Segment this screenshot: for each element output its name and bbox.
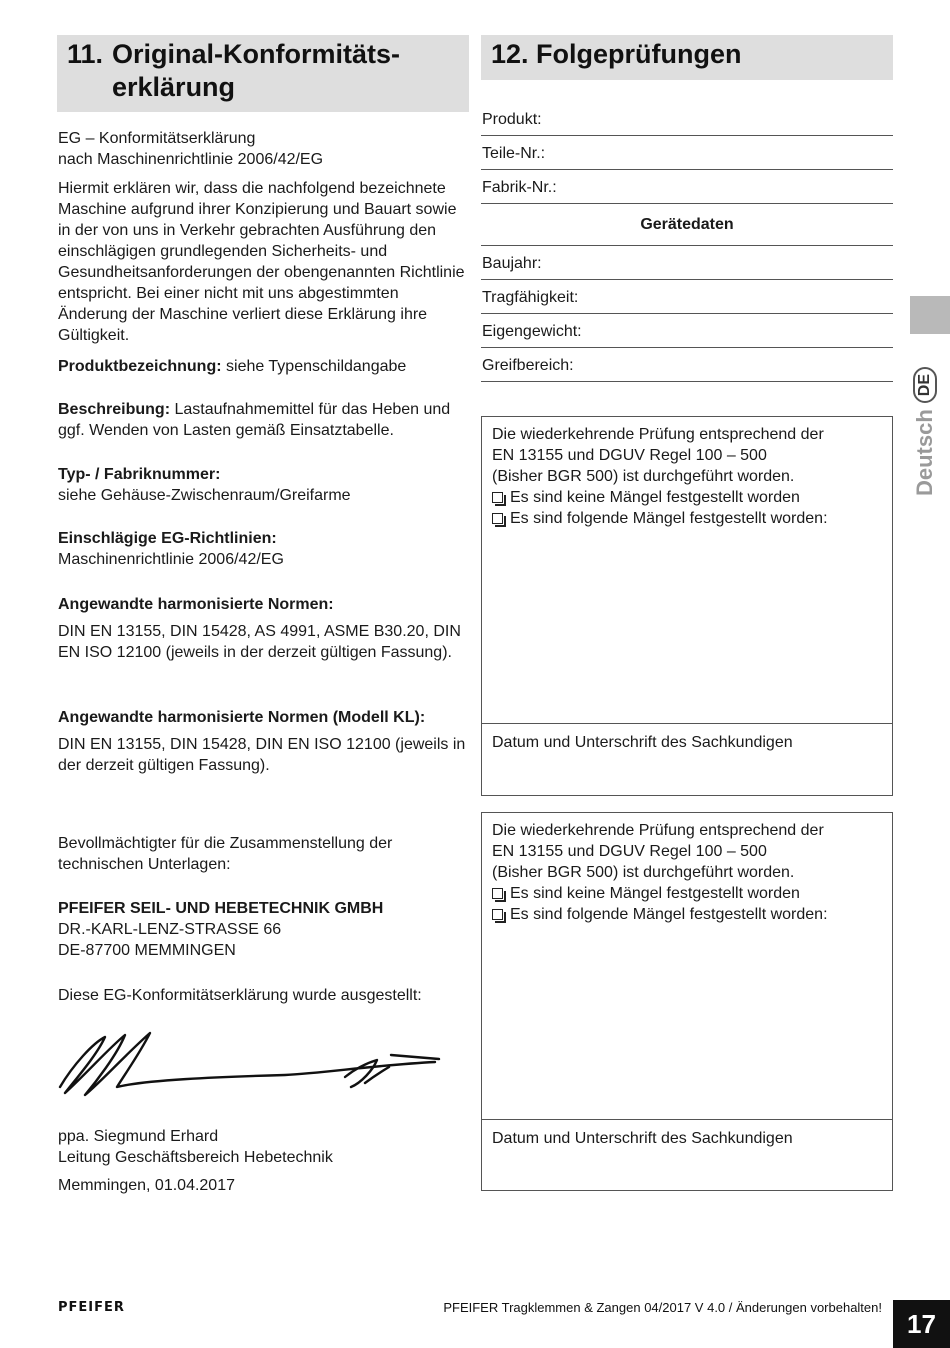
page-number: 17 [893,1300,950,1348]
inspection-2-option2-label: Es sind folgende Mängel festgestellt worden: [510,906,828,923]
inspection-1-option-no-defects[interactable] [492,487,882,508]
inspection-2-option1-label: Es sind keine Mängel festgestellt worden [510,885,800,902]
signer-role: Leitung Geschäftsbereich Hebetechnik [58,1149,333,1166]
checkbox-icon[interactable] [492,513,503,524]
inspection-2-signature-label: Datum und Unterschrift des Sachkundigen [492,1130,793,1147]
norms-kl [58,707,474,776]
checkbox-icon[interactable] [492,492,503,503]
section-12-heading [481,35,893,80]
norms-kl-value: DIN EN 13155, DIN 15428, DIN EN ISO 12100 (jeweils in der derzeit gültigen Fassung). [58,736,466,774]
declaration-text: Hiermit erklären wir, dass die nachfolgend bezeichnete Maschine aufgrund ihrer Konzipierung und Bauart sowie in der von uns in Verkehr gebrachten Ausführung den einschlägigen grundlegenden Sicherheits- und Gesundheitsanforderungen der obengenannten Richtlinie entspricht. Bei einer nicht mit uns abgestimmten Änderung der Maschine verliert diese Erklärung ihre Gültigkeit. [58,180,465,344]
language-tab [912,367,938,496]
directives-value: Maschinenrichtlinie 2006/42/EG [58,551,284,568]
inspection-1-line3: (Bisher BGR 500) ist durchgeführt worden. [492,468,795,485]
checkbox-icon[interactable] [492,888,503,899]
inspection-1-text [492,424,882,529]
field-baujahr-label: Baujahr: [482,255,542,272]
inspection-1-option2-label: Es sind folgende Mängel festgestellt worden: [510,510,828,527]
inspection-2-line2: EN 13155 und DGUV Regel 100 – 500 [492,843,767,860]
product-value: siehe Typenschildangabe [221,358,407,375]
inspection-2-signature-divider [482,1119,892,1120]
intro-line2: nach Maschinenrichtlinie 2006/42/EG [58,151,324,168]
field-fabrik-nr-label: Fabrik-Nr.: [482,179,557,196]
language-code-badge: DE [913,367,937,403]
field-fabrik-nr[interactable] [481,169,893,204]
handwritten-signature [55,1025,445,1110]
company-street: DR.-KARL-LENZ-STRASSE 66 [58,921,282,938]
product-designation [58,356,474,377]
field-greifbereich-label: Greifbereich: [482,357,574,374]
field-tragfaehigkeit[interactable] [481,279,893,314]
norms-label: Angewandte harmonisierte Normen: [58,596,334,613]
field-produkt-label: Produkt: [482,111,542,128]
inspection-box-1 [481,416,893,796]
company-address [58,898,474,961]
inspection-1-signature-label: Datum und Unterschrift des Sachkundigen [492,734,793,751]
signer-block [58,1126,474,1196]
norms [58,594,474,663]
section-11-title-line2: erklärung [112,72,236,102]
pfeifer-logo: PFEIFER [58,1300,125,1315]
description-label: Beschreibung: [58,401,171,418]
footer-text: PFEIFER Tragklemmen & Zangen 04/2017 V 4.0 / Änderungen vorbehalten! [443,1300,882,1315]
description-value: Lastaufnahmemittel für das Heben und ggf. Wenden von Lasten gemäß Einsatztabelle. [58,401,451,439]
inspection-1-signature-divider [482,723,892,724]
field-tragfaehigkeit-label: Tragfähigkeit: [482,289,579,306]
intro-line1: EG – Konformitätserklärung [58,130,256,147]
issued-statement [58,985,474,1006]
section-11-heading [57,35,469,112]
intro-block [58,128,474,170]
inspection-2-option-defects[interactable] [492,904,882,925]
inspection-1-line1: Die wiederkehrende Prüfung entsprechend der [492,426,824,443]
type-label: Typ- / Fabriknummer: [58,466,221,483]
geraetedaten-header [481,203,893,246]
norms-kl-label: Angewandte harmonisierte Normen (Modell KL): [58,709,426,726]
field-eigengewicht-label: Eigengewicht: [482,323,582,340]
issued-text: Diese EG-Konformitätserklärung wurde ausgestellt: [58,987,422,1004]
field-greifbereich[interactable] [481,347,893,382]
type-value: siehe Gehäuse-Zwischenraum/Greifarme [58,487,351,504]
language-tab-marker [910,296,950,334]
directives [58,528,474,570]
field-teile-nr-label: Teile-Nr.: [482,145,546,162]
inspection-2-text [492,820,882,925]
product-label: Produktbezeichnung: [58,358,222,375]
section-12-title: Folgeprüfungen [536,39,742,69]
directives-label: Einschlägige EG-Richtlinien: [58,530,277,547]
declaration-block [58,178,470,346]
inspection-1-option-defects[interactable] [492,508,882,529]
authorized-text: Bevollmächtigter für die Zusammenstellung der technischen Unterlagen: [58,835,393,873]
section-11-title-line1: Original-Konformitäts- [112,39,400,69]
geraetedaten-label: Gerätedaten [640,216,734,233]
inspection-2-line3: (Bisher BGR 500) ist durchgeführt worden. [492,864,795,881]
section-12-number: 12. [491,39,529,69]
language-label: Deutsch [912,409,937,496]
field-eigengewicht[interactable] [481,313,893,348]
place-date: Memmingen, 01.04.2017 [58,1177,235,1194]
field-baujahr[interactable] [481,245,893,280]
company-name: PFEIFER SEIL- UND HEBETECHNIK GMBH [58,900,384,917]
inspection-1-option1-label: Es sind keine Mängel festgestellt worden [510,489,800,506]
section-11-number: 11. [67,39,104,69]
type-number [58,464,474,506]
field-produkt[interactable] [481,101,893,136]
signer-name: ppa. Siegmund Erhard [58,1128,219,1145]
norms-value: DIN EN 13155, DIN 15428, AS 4991, ASME B30.20, DIN EN ISO 12100 (jeweils in der derzeit gültigen Fassung). [58,623,461,661]
authorized-representative [58,833,418,875]
checkbox-icon[interactable] [492,909,503,920]
field-teile-nr[interactable] [481,135,893,170]
inspection-2-option-no-defects[interactable] [492,883,882,904]
inspection-box-2 [481,812,893,1191]
description [58,399,474,441]
inspection-2-line1: Die wiederkehrende Prüfung entsprechend der [492,822,824,839]
company-city: DE-87700 MEMMINGEN [58,942,236,959]
inspection-1-line2: EN 13155 und DGUV Regel 100 – 500 [492,447,767,464]
